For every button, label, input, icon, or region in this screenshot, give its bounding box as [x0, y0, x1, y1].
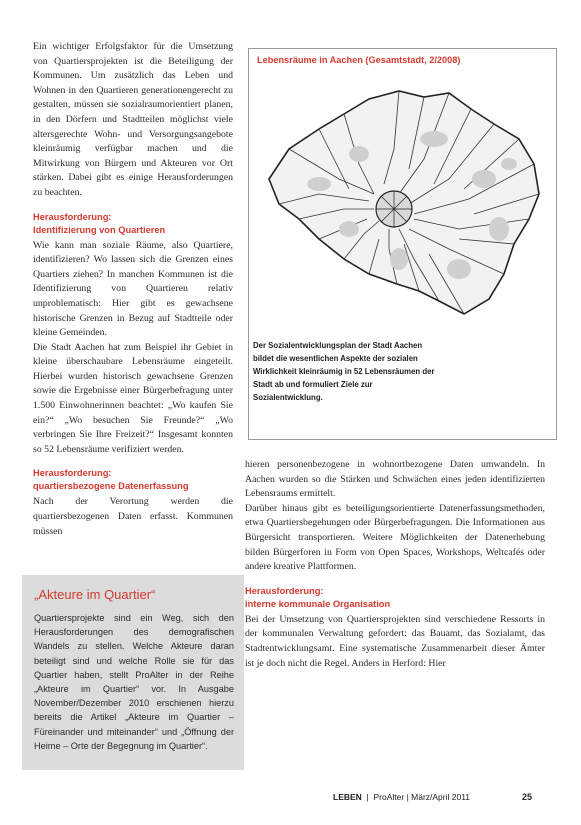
subheading-topic: Identifizierung von Quartieren — [33, 224, 166, 235]
paragraph: Nach der Verortung werden die quartiersbezogenen Daten erfasst. Kommunen müssen — [33, 496, 233, 537]
subheading-label: Herausforderung: — [33, 468, 112, 479]
footer-divider: | — [364, 792, 372, 802]
subheading-organisation — [245, 585, 545, 611]
info-box-text: Quartiersprojekte sind ein Weg, sich den Herausforderungen des demografischen Wandels zu stellen. Welche Akteure daran beteiligt sind und welche Rolle sie für das Quartier haben, stellt ProAlter in der Reihe „Akteure im Quartier“ vor. In Ausgabe November/Dezember 2010 erschienen hierzu bereits die Artikel „Akteure im Quartier – Füreinander und miteinander“ und „Öffnung der Heime – Orte der Begegnung im Quartier“. — [34, 613, 234, 751]
paragraph: Darüber hinaus gibt es beteiligungsorientierte Datenerfassungsmethoden, etwa Quartiersbegehungen oder Bürgerbefragungen. Die Informationen aus Bürgersicht transportieren. Weitere Möglichkeiten der Datenerhebung bilden Bürgerforen in Form von Open Spaces, Workshops, Weltcafés oder andere kreative Plattformen. — [245, 502, 545, 573]
map-caption: Der Sozialentwicklungsplan der Stadt Aachen bildet die wesentlichen Aspekte der sozialen Wirklichkeit kleinräumig in 52 Lebensräumen der Stadt ab und formuliert Ziele zur Sozialentwicklung. — [253, 341, 435, 402]
paragraph: Wie kann man soziale Räume, also Quartiere, identifizieren? Wo lassen sich die Grenzen eines Quartiers ziehen? In manchen Kommunen ist die Identifizierung von Quartieren relativ unproblematisch: Hier gibt es gewachsene historische Grenzen in Bezug auf Stadtteile oder kleine Gemeinden. — [33, 239, 233, 339]
center-lines — [376, 191, 412, 227]
subheading-identification — [33, 211, 233, 237]
subheading-data — [33, 467, 233, 493]
map-figure — [248, 48, 557, 440]
paragraph: Bei der Umsetzung von Quartiersprojekten sind verschiedene Ressorts in der kommunalen Verwaltung gefordert: das Bauamt, das Sozialamt, das Stadtentwicklungsamt. Eine systematische Zusammenarbeit dieser Ämter ist je doch nicht die Regel. Anders in Herford: Hier — [245, 613, 545, 669]
district-map — [249, 69, 556, 329]
footer — [333, 792, 470, 802]
right-column — [245, 458, 545, 671]
info-box — [22, 575, 244, 770]
paragraph: Die Stadt Aachen hat zum Beispiel ihr Gebiet in kleine überschaubare Lebensräume eingeteilt. Hierbei wurden historisch gewachsene Grenzen sowie die Ergebnisse einer Bürgerbefragung unter 1.500 Einwohnerinnen beachtet: „Wo kaufen Sie ein?“ „Wo besuchen Sie Freunde?“ „Wo verbringen Sie Ihre Freizeit?“ Insgesamt konnten so 52 Lebensräume verifiziert werden. — [33, 341, 233, 455]
subheading-label: Herausforderung: — [33, 211, 112, 222]
footer-issue: ProAlter | März/April 2011 — [373, 792, 471, 802]
subheading-topic: quartiersbezogene Datenerfassung — [33, 481, 189, 492]
subheading-label: Herausforderung: — [245, 585, 324, 596]
footer-brand: LEBEN — [333, 792, 362, 802]
page-number: 25 — [522, 792, 533, 802]
paragraph: hieren personenbezogene in wohnortbezogene Daten umwandeln. In Aachen wurden so die Stärken und Schwächen eines jeden identifizierten Lebensraums ermittelt. — [245, 459, 545, 500]
map-title: Lebensräume in Aachen (Gesamtstadt, 2/2008) — [257, 55, 461, 65]
intro-paragraph: Ein wichtiger Erfolgsfaktor für die Umsetzung von Quartiersprojekten ist die Beteiligung der Kommunen. Um zusätzlich das Leben und Wohnen in den Quartieren generationengerecht zu gestalten, müssen sie sozialraumorientiert planen, in den Dörfern und Stadtteilen möglichst viele altersgerechte Wohn- und Versorgungsangebote kleinräumig verfügbar machen und die Mitwirkung von Bürgern und Akteuren vor Ort stärken. Dabei gibt es einige Herausforderungen zu beachten. — [33, 41, 233, 198]
left-column — [33, 40, 233, 539]
subheading-topic: interne kommunale Organisation — [245, 598, 391, 609]
info-box-title: „Akteure im Quartier“ — [34, 587, 156, 602]
